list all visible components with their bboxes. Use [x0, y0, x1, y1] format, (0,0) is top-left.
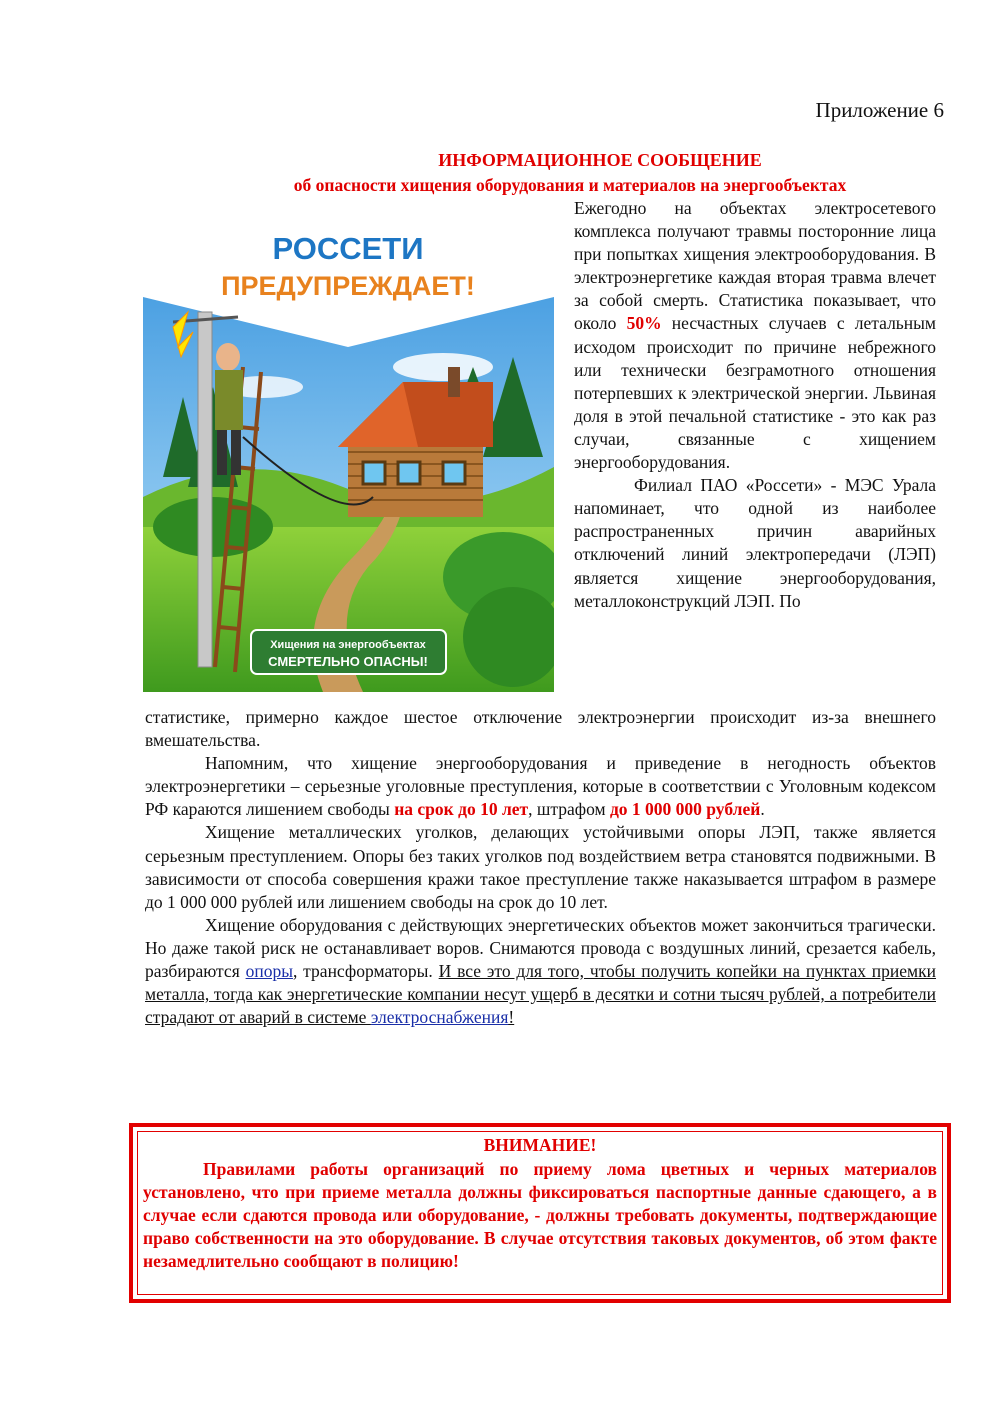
para5-underlined-text: И все это для того, чтобы получить копейки на пунктах приемки металла, тогда как энергетические компании несут ущерб в десятки и сотни тысяч рублей, а потребители страдают от аварий в системе: [145, 961, 937, 1028]
right-column-text: [574, 197, 936, 613]
elektrosnabzhenie-link[interactable]: электроснабжения: [370, 1007, 509, 1028]
poster-illustration: [143, 197, 554, 692]
poster-line2: ПРЕДУПРЕЖДАЕТ!: [221, 271, 475, 301]
document-subtitle: об опасности хищения оборудования и материалов на энергообъектах: [293, 175, 847, 195]
document-title: ИНФОРМАЦИОННОЕ СООБЩЕНИЕ: [438, 150, 762, 170]
poster-line1: РОССЕТИ: [272, 231, 424, 266]
appendix-label: Приложение 6: [815, 98, 944, 122]
caption-line1: Хищения на энергообъектах: [270, 639, 426, 651]
warning-title: ВНИМАНИЕ!: [483, 1135, 597, 1155]
paragraph-4: Хищение металлических уголков, делающих устойчивыми опоры ЛЭП, также является серьезным преступлением. Опоры без таких уголков под воздействием ветра становятся подвижными. В зависимости от способа совершения кражи такое преступление также наказывается штрафом в размере до 1 000 000 рублей или лишением свободы на срок до 10 лет.: [145, 822, 936, 912]
rosseti-warning-poster: [143, 197, 554, 692]
para5-text-a: Хищение оборудования с действующих энергетических объектов может закончиться трагически. Но даже такой риск не останавливает воров. Снимаются провода с воздушных линий, срезается кабель, разбираются: [145, 914, 936, 982]
opory-link[interactable]: опоры: [245, 961, 293, 982]
paragraph-3: [145, 752, 936, 821]
paragraph-2-continued: статистике, примерно каждое шестое отключение электроэнергии происходит из-за внешнего вмешательства.: [145, 707, 936, 751]
para3-text-c: .: [760, 799, 765, 820]
para3-text-b: , штрафом: [528, 799, 610, 820]
para1-text-b: несчастных случаев с летальным исходом происходит по причине небрежного или технически безграмотного отношения потерпевших к электрической энергии. Львиная доля в этой печальной статистике - это как раз случаи, связанные с хищением энергооборудования.: [574, 313, 936, 473]
power-pole: [198, 312, 212, 667]
warning-text: Правилами работы организаций по приему лома цветных и черных материалов установлено, что при приеме металла должны фиксироваться паспортные данные сдающего, а в случае если сдаются провода или оборудование, - должны требовать документы, подтверждающие право собственности на это оборудование. В случае отсутствия таковых документов, об этом факте незамедлительно сообщают в полицию!: [143, 1159, 937, 1272]
para1-text-a: Ежегодно на объектах электросетевого комплекса получают травмы посторонние лица при попытках хищения электрооборудования. В электроэнергетике каждая вторая травма влечет за собой смерть. Статистика показывает, что около: [574, 198, 936, 334]
paragraph-5: [145, 914, 936, 1029]
warning-box: [129, 1123, 951, 1303]
paragraph-2-start: Филиал ПАО «Россети» - МЭС Урала напоминает, что одной из наиболее распространенных причин аварийных отключений линий электропередачи (ЛЭП) является хищение энергооборудования, металлоконструкций ЛЭП. По: [574, 475, 936, 611]
paragraph-1: [574, 197, 936, 474]
prison-term-highlight: на срок до 10 лет: [394, 799, 529, 820]
para5-text-b: , трансформаторы.: [292, 961, 439, 982]
fifty-percent-highlight: 50%: [626, 313, 662, 334]
full-width-text: [145, 706, 936, 1029]
caption-line2: СМЕРТЕЛЬНО ОПАСНЫ!: [268, 654, 428, 669]
cloud: [393, 353, 493, 381]
para5-end: !: [508, 1007, 515, 1028]
bush: [153, 497, 273, 557]
para3-text-a: Напомним, что хищение энергооборудования и приведение в негодность объектов электроэнергетики – серьезные уголовные преступления, которые в соответствии с Уголовным кодексом РФ караются лишением свободы: [145, 753, 936, 820]
fine-highlight: до 1 000 000 рублей: [609, 799, 761, 820]
